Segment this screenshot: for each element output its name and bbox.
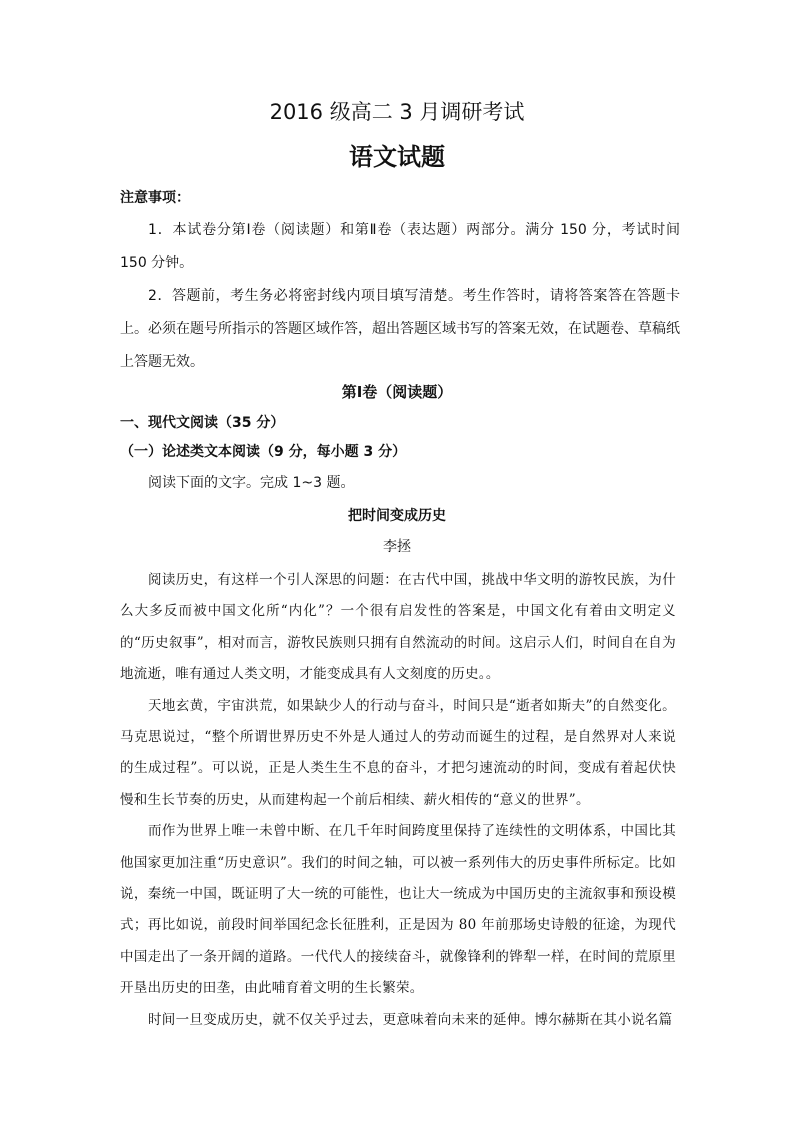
- essay-paragraph-3: 而作为世界上唯一未曾中断、在几千年时间跨度里保持了连续性的文明体系，中国比其他国家更加注重“历史意识”。我们的时间之轴，可以被一系列伟大的历史事件所标定。比如说，秦统一中国，既证明了大一统的可能性，也让大一统成为中国历史的主流叙事和预设模式；再比如说，前段时间举国纪念长征胜利，正是因为 80 年前那场史诗般的征途，为现代中国走出了一条开阔的道路。一代代人的接续奋斗，就像锋利的铧犁一样，在时间的荒原里开垦出历史的田垄，由此哺育着文明的生长繁荣。: [120, 823, 676, 997]
- section-title: 一、现代文阅读（35 分）: [120, 415, 285, 431]
- exam-title: 2016 级高二 3 月调研考试: [269, 100, 525, 124]
- note-item-1: 1．本试卷分第Ⅰ卷（阅读题）和第Ⅱ卷（表达题）两部分。满分 150 分，考试时间 150 分钟。: [120, 222, 680, 271]
- subject-title: 语文试题: [349, 143, 445, 171]
- note-item-2: 2．答题前，考生务必将密封线内项目填写清楚。考生作答时，请将答案答在答题卡上。必须在题号所指示的答题区域作答，超出答题区域书写的答案无效，在试题卷、草稿纸上答题无效。: [120, 288, 680, 370]
- subsection-title: （一）论述类文本阅读（9 分，每小题 3 分）: [120, 444, 407, 460]
- part-one-title: 第Ⅰ卷（阅读题）: [341, 383, 453, 401]
- essay-paragraph-4: 时间一旦变成历史，就不仅关乎过去，更意味着向未来的延伸。博尔赫斯在其小说名篇: [148, 1011, 673, 1028]
- essay-author: 李拯: [383, 539, 411, 555]
- reading-instruction: 阅读下面的文字。完成 1~3 题。: [148, 475, 355, 491]
- essay-paragraph-2: 天地玄黄，宇宙洪荒，如果缺少人的行动与奋斗，时间只是“逝者如斯夫”的自然变化。马克思说过，“整个所谓世界历史不外是人通过人的劳动而诞生的过程，是自然界对人来说的生成过程”。可以说，正是人类生生不息的奋斗，才把匀速流动的时间，变成有着起伏快慢和生长节奏的历史，从而建构起一个前后相续、薪火相传的“意义的世界”。: [120, 697, 676, 808]
- essay-paragraph-1: 阅读历史，有这样一个引人深思的问题：在古代中国，挑战中华文明的游牧民族，为什么大多反而被中国文化所“内化”？一个很有启发性的答案是，中国文化有着由文明定义的“历史叙事”，相对而言，游牧民族则只拥有自然流动的时间。这启示人们，时间自在自为地流逝，唯有通过人类文明，才能变成具有人文刻度的历史。。: [120, 572, 676, 683]
- essay-body: [120, 565, 676, 1036]
- notes-list: [120, 214, 680, 379]
- notes-heading: 注意事项：: [120, 190, 190, 206]
- essay-title: 把时间变成历史: [348, 508, 446, 524]
